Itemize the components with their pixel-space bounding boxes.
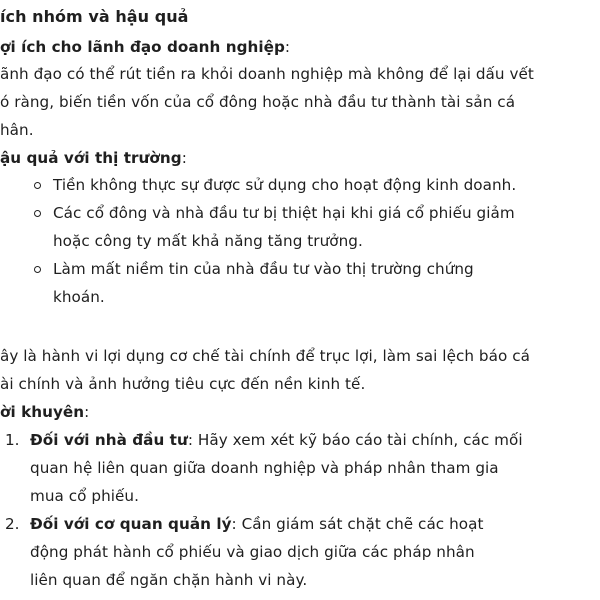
advice-item-text: quan hệ liên quan giữa doanh nghiệp và pháp nhân tham gia — [30, 459, 499, 477]
advice-item-text: : Hãy xem xét kỹ báo cáo tài chính, các mối — [187, 431, 523, 449]
section-title: ích nhóm và hậu quả — [0, 7, 189, 26]
benefit-heading: ợi ích cho lãnh đạo doanh nghiệp — [0, 38, 285, 56]
summary-line: ài chính và ảnh hưởng tiêu cực đến nền kinh tế. — [0, 375, 366, 393]
consequence-bullet-text: khoán. — [53, 288, 105, 306]
advice-heading-colon: : — [84, 403, 90, 421]
bullet-icon — [34, 182, 41, 189]
advice-item-text: : Cần giám sát chặt chẽ các hoạt — [231, 515, 484, 533]
advice-item-text: liên quan để ngăn chặn hành vi này. — [30, 571, 308, 589]
consequence-bullet-text: Làm mất niềm tin của nhà đầu tư vào thị trường chứng — [53, 260, 474, 278]
advice-item-first-line — [30, 514, 483, 534]
bullet-icon — [34, 210, 41, 217]
consequence-heading-colon: : — [181, 149, 187, 167]
advice-item-first-line — [30, 430, 523, 450]
consequence-heading-line — [0, 148, 187, 168]
summary-line: ây là hành vi lợi dụng cơ chế tài chính để trục lợi, làm sai lệch báo cá — [0, 347, 530, 365]
benefit-line: ó ràng, biến tiền vốn của cổ đông hoặc nhà đầu tư thành tài sản cá — [0, 93, 516, 111]
benefit-line: ãnh đạo có thể rút tiền ra khỏi doanh nghiệp mà không để lại dấu vết — [0, 65, 534, 83]
bullet-icon — [34, 266, 41, 273]
advice-item-text: động phát hành cổ phiếu và giao dịch giữa các pháp nhân — [30, 543, 475, 561]
consequence-heading: ậu quả với thị trường — [0, 149, 182, 167]
advice-item-text: mua cổ phiếu. — [30, 487, 139, 505]
consequence-bullet-text: hoặc công ty mất khả năng tăng trưởng. — [53, 232, 363, 250]
consequence-bullet-text: Các cổ đông và nhà đầu tư bị thiệt hại khi giá cổ phiếu giảm — [53, 204, 515, 222]
advice-item-title: Đối với cơ quan quản lý — [30, 515, 232, 533]
advice-heading-line — [0, 402, 89, 422]
consequence-bullet-text: Tiền không thực sự được sử dụng cho hoạt động kinh doanh. — [53, 176, 517, 194]
benefit-heading-line — [0, 37, 290, 57]
advice-item-number: 2. — [5, 515, 20, 533]
advice-item-number: 1. — [5, 431, 20, 449]
advice-item-title: Đối với nhà đầu tư — [30, 431, 188, 449]
advice-heading: ời khuyên — [0, 403, 85, 421]
benefit-heading-colon: : — [284, 38, 291, 56]
benefit-line: hân. — [0, 121, 34, 139]
